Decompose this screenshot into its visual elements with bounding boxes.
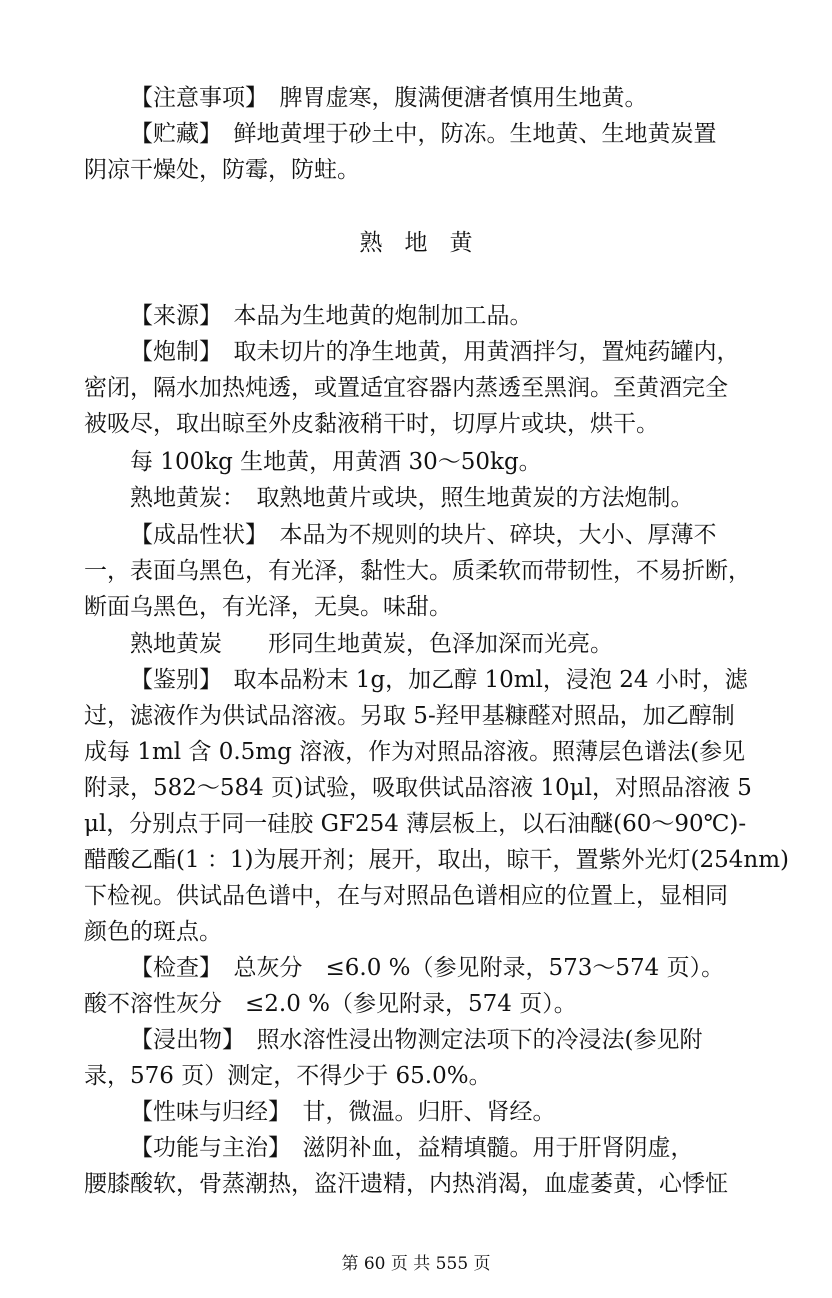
extract-paragraph-line: 【浸出物】 照水溶性浸出物测定法项下的冷浸法(参见附	[130, 1027, 703, 1053]
section-title: 熟地黄	[359, 230, 495, 256]
identification-paragraph-line: 颜色的斑点。	[84, 919, 222, 945]
page-number-footer: 第 60 页 共 555 页	[341, 1254, 491, 1274]
identification-paragraph-line: 附录，582～584 页)试验，吸取供试品溶液 10μl，对照品溶液 5	[84, 775, 752, 801]
identification-paragraph-line: 成每 1ml 含 0.5mg 溶液，作为对照品溶液。照薄层色谱法(参见	[84, 739, 746, 765]
storage-paragraph-line: 【贮藏】 鲜地黄埋于砂土中，防冻。生地黄、生地黄炭置	[130, 121, 717, 147]
function-paragraph-line: 腰膝酸软，骨蒸潮热，盗汗遗精，内热消渴，血虚萎黄，心悸怔	[84, 1171, 728, 1197]
product-traits-paragraph-line: 【成品性状】 本品为不规则的块片、碎块，大小、厚薄不	[130, 522, 717, 548]
inspection-paragraph-line: 【检查】 总灰分 ≤6.0 %（参见附录，573～574 页）。	[130, 955, 725, 981]
processing-paragraph-line: 被吸尽，取出晾至外皮黏液稍干时，切厚片或块，烘干。	[84, 411, 659, 437]
notes-paragraph-line: 【注意事项】 脾胃虚寒，腹满便溏者慎用生地黄。	[130, 85, 648, 111]
inspection-paragraph-line: 酸不溶性灰分 ≤2.0 %（参见附录，574 页）。	[84, 991, 577, 1017]
charcoal-processing-line: 熟地黄炭： 取熟地黄片或块，照生地黄炭的方法炮制。	[130, 485, 694, 511]
charcoal-traits-line: 熟地黄炭 形同生地黄炭，色泽加深而光亮。	[130, 631, 613, 657]
identification-paragraph-line: 醋酸乙酯(1 ：1)为展开剂；展开，取出，晾干，置紫外光灯(254nm)	[84, 847, 789, 873]
taste-meridian-line: 【性味与归经】 甘，微温。归肝、肾经。	[130, 1099, 556, 1125]
product-traits-paragraph-line: 断面乌黑色，有光泽，无臭。味甜。	[84, 594, 452, 620]
product-traits-paragraph-line: 一，表面乌黑色，有光泽，黏性大。质柔软而带韧性，不易折断，	[84, 558, 751, 584]
processing-paragraph-line: 【炮制】 取未切片的净生地黄，用黄酒拌匀，置炖药罐内，	[130, 339, 740, 365]
identification-paragraph-line: 下检视。供试品色谱中，在与对照品色谱相应的位置上，显相同	[84, 883, 728, 909]
identification-paragraph-line: 过，滤液作为供试品溶液。另取 5-羟甲基糠醛对照品，加乙醇制	[84, 703, 735, 729]
processing-ratio-line: 每 100kg 生地黄，用黄酒 30～50kg。	[130, 449, 542, 475]
storage-paragraph-line: 阴凉干燥处，防霉，防蛀。	[84, 157, 360, 183]
processing-paragraph-line: 密闭，隔水加热炖透，或置适宜容器内蒸透至黑润。至黄酒完全	[84, 375, 728, 401]
identification-paragraph-line: 【鉴别】 取本品粉末 1g，加乙醇 10ml，浸泡 24 小时，滤	[130, 667, 748, 693]
extract-paragraph-line: 录，576 页）测定，不得少于 65.0%。	[84, 1063, 492, 1089]
function-paragraph-line: 【功能与主治】 滋阴补血，益精填髓。用于肝肾阴虚，	[130, 1135, 694, 1161]
source-paragraph-line: 【来源】 本品为生地黄的炮制加工品。	[130, 303, 533, 329]
identification-paragraph-line: μl，分别点于同一硅胶 GF254 薄层板上，以石油醚(60～90℃)-	[84, 811, 747, 837]
